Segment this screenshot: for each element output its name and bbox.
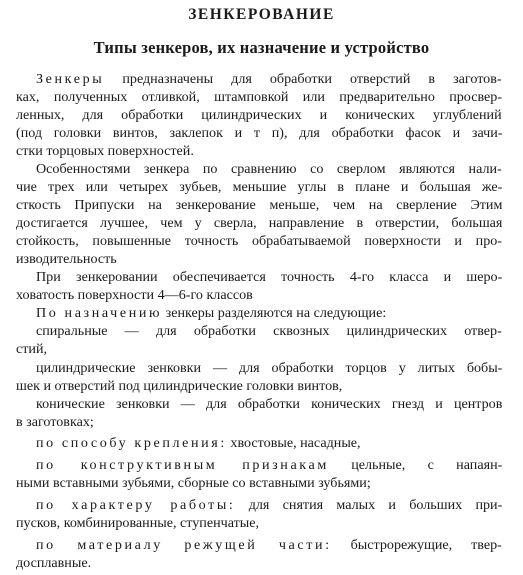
text-line: При зенкеровании обеспечивается точность 4-го класса и шеро- (36, 269, 502, 285)
spaced-emphasis: Зенкеры (36, 71, 105, 87)
spaced-emphasis: по способу крепления: (36, 435, 227, 451)
text-line: (под головки винтов, заклепок и т п), для обработки фасок и зачи- (16, 125, 502, 141)
text-line: сткость Припуски на зенкерование меньше, чем на сверление Этим (16, 197, 502, 213)
text-line: По назначению зенкеры разделяются на следующие: (36, 305, 387, 321)
text-line: досплавные. (16, 555, 92, 571)
text-line: стойкость, повышенные точность обрабатываемой поверхности и про- (16, 233, 502, 249)
section-title: ЗЕНКЕРОВАНИЕ (188, 6, 335, 23)
text-line: по характеру работы: для снятия малых и больших при- (36, 497, 502, 513)
text-line: пусков, комбинированные, ступенчатые, (16, 515, 260, 531)
text-line: ными вставными зубьями, сборные со вставными зубьями; (16, 475, 371, 491)
spaced-emphasis: По назначению (36, 305, 163, 321)
text-line: в заготовках; (16, 414, 94, 430)
text-line: цилиндрические зенковки — для обработки торцов у литых бобы- (36, 360, 502, 376)
text-line: Особенностями зенкера по сравнению со сверлом являются нали- (36, 161, 502, 177)
text-line: ховатость поверхности 4—6-го классов (16, 287, 253, 303)
text-line: Зенкеры предназначены для обработки отверстий в заготов- (36, 71, 502, 87)
text-line: стки торцовых поверхностей. (16, 143, 194, 159)
text-line: ленных, для обработки цилиндрических и конических углублений (16, 107, 502, 123)
text-line: по конструктивным признакам цельные, с напаян- (36, 457, 502, 473)
spaced-emphasis: по конструктивным признакам (36, 457, 329, 473)
section-subtitle: Типы зенкеров, их назначение и устройство (93, 38, 430, 57)
text-line: шек и отверстий под цилиндрические головки винтов, (16, 378, 343, 394)
spaced-emphasis: по характеру работы: (36, 497, 236, 513)
text-line: по способу крепления: хвостовые, насадные, (36, 435, 361, 451)
text-line: чие трех или четырех зубьев, меньшие углы в плане и большая же- (16, 179, 502, 195)
text-line: ках, полученных отливкой, штамповкой или предварительно просвер- (16, 89, 502, 105)
text-line: стий, (16, 341, 48, 357)
text-line: достигается лучшее, чем у сверла, направление в отверстии, большая (16, 215, 502, 231)
spaced-emphasis: по материалу режущей части: (36, 537, 332, 553)
text-line: изводительность (16, 251, 117, 267)
text-line: спиральные — для обработки сквозных цилиндрических отвер- (36, 323, 502, 339)
text-line: по материалу режущей части: быстрорежущие, твер- (36, 537, 502, 553)
text-line: конические зенковки — для обработки конических гнезд и центров (36, 396, 502, 412)
